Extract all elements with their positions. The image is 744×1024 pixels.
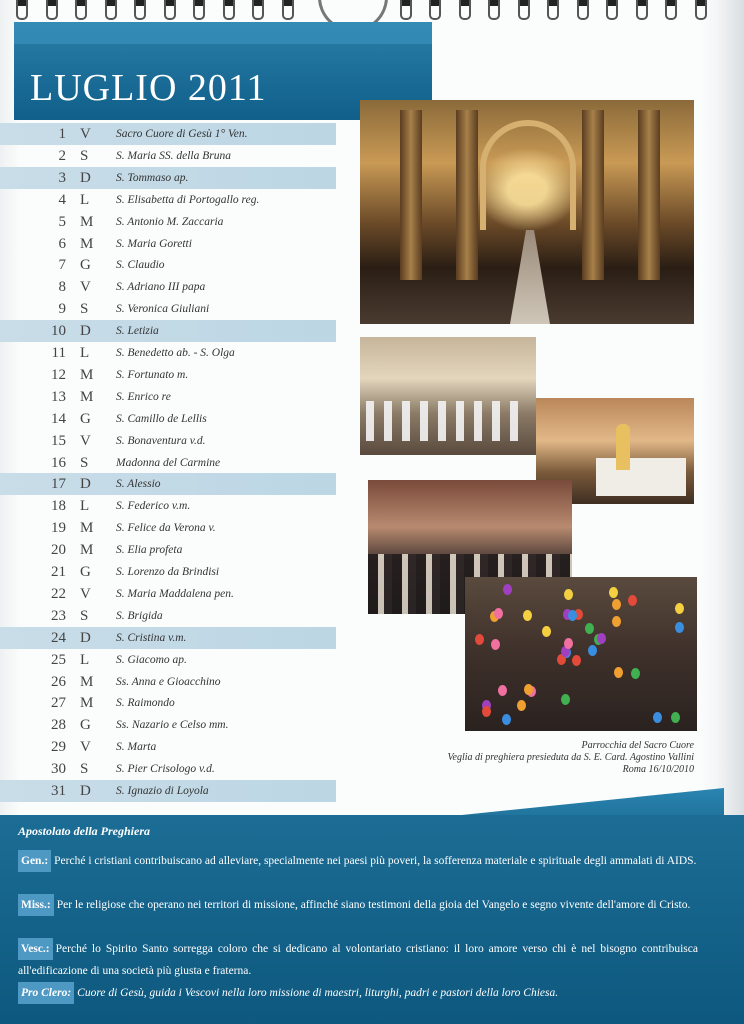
day-row-highlighted (0, 627, 336, 649)
day-saint: S. Maria Goretti (116, 237, 192, 250)
day-row-highlighted (0, 320, 336, 342)
balloon (502, 714, 511, 725)
day-number: 5 (58, 213, 66, 230)
balloon (568, 610, 577, 621)
day-saint: S. Tommaso ap. (116, 171, 189, 184)
day-weekday: D (80, 323, 91, 340)
day-row (0, 452, 336, 474)
day-weekday: G (80, 410, 91, 427)
day-row (0, 517, 336, 539)
day-weekday: V (80, 585, 91, 602)
day-number: 26 (51, 673, 66, 690)
day-row (0, 254, 336, 276)
binding-ring (636, 0, 648, 20)
day-weekday: S (80, 454, 89, 471)
balloon (503, 584, 512, 595)
day-number: 28 (51, 717, 66, 734)
day-weekday: D (80, 629, 91, 646)
balloon (597, 633, 606, 644)
day-row-highlighted (0, 780, 336, 802)
day-weekday: M (80, 235, 94, 252)
day-row (0, 298, 336, 320)
day-row (0, 211, 336, 233)
binding-ring (695, 0, 707, 20)
day-weekday: L (80, 651, 90, 668)
day-weekday: M (80, 695, 94, 712)
day-row (0, 649, 336, 671)
day-number: 31 (51, 783, 66, 799)
day-weekday: L (80, 498, 90, 515)
balloon (542, 626, 551, 637)
day-saint: S. Marta (116, 741, 157, 754)
binding-ring (577, 0, 589, 20)
day-weekday: L (80, 345, 90, 361)
photo-column (582, 110, 604, 280)
balloon (494, 608, 503, 619)
day-weekday: D (80, 169, 91, 186)
day-row (0, 145, 336, 167)
day-saint: S. Brigida (116, 609, 163, 622)
day-saint: S. Letizia (116, 325, 159, 338)
day-number: 10 (51, 323, 66, 340)
intention-vesc-text: Perché lo Spirito Santo sorregga coloro che si dedicano al volontariato cristiano: il loro amore verso chi è nel bisogno contribuisca all'edificazione di una società più giusta e fraterna. (18, 943, 698, 977)
day-weekday: V (80, 126, 91, 142)
day-weekday: M (80, 673, 94, 690)
photo-altar-table (596, 458, 686, 496)
day-number: 24 (51, 629, 66, 646)
day-weekday: G (80, 717, 91, 734)
day-saint: S. Maria SS. della Bruna (116, 149, 231, 162)
day-saint: S. Bonaventura v.d. (116, 434, 206, 447)
binding-ring (518, 0, 530, 20)
day-row (0, 671, 336, 693)
day-number: 12 (51, 366, 66, 383)
binding-ring (252, 0, 264, 20)
day-weekday: M (80, 520, 94, 537)
day-row (0, 561, 336, 583)
balloon (524, 684, 533, 695)
photo-dancers-figures (366, 401, 526, 441)
balloon (517, 700, 526, 711)
day-number: 23 (51, 607, 66, 624)
balloon (475, 634, 484, 645)
day-weekday: D (80, 783, 91, 799)
day-number: 14 (51, 410, 66, 427)
balloon (671, 712, 680, 723)
intention-clero-tag: Pro Clero: (18, 982, 74, 1004)
day-row (0, 386, 336, 408)
balloon (612, 599, 621, 610)
day-saint: S. Giacomo ap. (116, 653, 187, 666)
balloon (588, 645, 597, 656)
day-weekday: S (80, 301, 89, 318)
day-weekday: S (80, 761, 89, 778)
day-saint: Sacro Cuore di Gesù 1° Ven. (116, 128, 248, 140)
balloon (561, 694, 570, 705)
day-number: 6 (58, 235, 66, 252)
day-saint: S. Adriano III papa (116, 281, 206, 294)
day-number: 18 (51, 498, 66, 515)
binding-ring (429, 0, 441, 20)
header-band-highlight (14, 22, 432, 44)
binding-ring (282, 0, 294, 20)
day-number: 1 (58, 126, 66, 142)
day-number: 7 (58, 257, 66, 274)
balloon (675, 603, 684, 614)
day-saint: S. Felice da Verona v. (116, 522, 216, 535)
intention-clero-text: Cuore di Gesù, guida i Vescovi nella loro missione di maestri, liturghi, padri e pastori della loro Chiesa. (77, 987, 559, 999)
binding-ring (134, 0, 146, 20)
balloon (612, 616, 621, 627)
day-number: 27 (51, 695, 66, 712)
day-number: 17 (51, 476, 66, 493)
day-weekday: G (80, 564, 91, 580)
balloon (631, 668, 640, 679)
day-row (0, 189, 336, 211)
binding-ring (105, 0, 117, 20)
day-row (0, 364, 336, 386)
day-number: 29 (51, 739, 66, 756)
day-saint: S. Cristina v.m. (116, 631, 187, 644)
photo-column (400, 110, 422, 280)
day-number: 25 (51, 651, 66, 668)
day-number: 4 (58, 191, 66, 208)
day-saint: S. Veronica Giuliani (116, 303, 210, 316)
day-weekday: S (80, 147, 89, 164)
intention-miss-tag: Miss.: (18, 894, 54, 916)
day-saint: S. Maria Maddalena pen. (116, 587, 234, 600)
binding-ring (665, 0, 677, 20)
balloon (628, 595, 637, 606)
day-saint: S. Lorenzo da Brindisi (116, 566, 220, 578)
balloon (491, 639, 500, 650)
day-weekday: D (80, 476, 91, 493)
day-number: 21 (51, 564, 66, 580)
photo-balloons (465, 577, 697, 731)
day-row (0, 539, 336, 561)
intention-gen-text: Perché i cristiani contribuiscano ad alleviare, specialmente nei paesi più poveri, la sofferenza materiale e spirituale degli ammalati di AIDS. (54, 855, 697, 867)
photo-column (456, 110, 478, 280)
intention-vesc-tag: Vesc.: (18, 938, 53, 960)
day-saint: S. Benedetto ab. - S. Olga (116, 347, 235, 359)
day-weekday: V (80, 279, 91, 296)
balloon (585, 623, 594, 634)
day-saint: Madonna del Carmine (116, 456, 221, 469)
day-saint: S. Pier Crisologo v.d. (116, 763, 215, 776)
day-number: 19 (51, 520, 66, 537)
day-saint: S. Fortunato m. (116, 368, 189, 381)
photo-arch (480, 120, 576, 230)
day-number: 22 (51, 585, 66, 602)
apostolato-title: Apostolato della Preghiera (18, 824, 150, 838)
day-row-highlighted (0, 167, 336, 189)
balloon (609, 587, 618, 598)
balloon (653, 712, 662, 723)
day-number: 2 (58, 147, 66, 164)
caption-line-3: Roma 16/10/2010 (622, 764, 694, 775)
day-weekday: M (80, 366, 94, 383)
day-row (0, 605, 336, 627)
photo-cardinal (616, 424, 630, 470)
day-saint: Ss. Nazario e Celso mm. (116, 719, 229, 732)
photo-column (638, 110, 660, 280)
binding-ring (46, 0, 58, 20)
photo-aisle (510, 230, 550, 324)
day-number: 11 (51, 345, 66, 361)
day-weekday: V (80, 432, 91, 449)
day-number: 30 (51, 761, 66, 778)
day-row (0, 408, 336, 430)
day-saint: S. Enrico re (116, 390, 171, 403)
day-weekday: M (80, 213, 94, 230)
binding-ring (164, 0, 176, 20)
intention-clero (18, 982, 698, 1004)
day-row (0, 342, 336, 364)
photo-dancers (360, 337, 536, 455)
day-row (0, 692, 336, 714)
balloon (564, 589, 573, 600)
day-weekday: M (80, 542, 94, 559)
day-saint: S. Alessio (116, 478, 161, 491)
binding-ring (459, 0, 471, 20)
binding-ring (75, 0, 87, 20)
day-saint: S. Elisabetta di Portogallo reg. (116, 193, 260, 206)
day-number: 8 (58, 279, 66, 296)
binding-ring (16, 0, 28, 20)
day-saint: S. Camillo de Lellis (116, 412, 207, 425)
day-row (0, 736, 336, 758)
day-weekday: M (80, 388, 94, 405)
binding-ring (547, 0, 559, 20)
photo-basilica-interior (360, 100, 694, 324)
balloon (572, 655, 581, 666)
binding-ring (606, 0, 618, 20)
day-row (0, 276, 336, 298)
balloon (564, 638, 573, 649)
binding-ring (223, 0, 235, 20)
day-number: 15 (51, 432, 66, 449)
day-weekday: S (80, 607, 89, 624)
binding-ring (488, 0, 500, 20)
day-number: 9 (58, 301, 66, 318)
day-saint: Ss. Anna e Gioacchino (116, 675, 221, 688)
day-saint: S. Federico v.m. (116, 500, 191, 513)
day-row-highlighted (0, 473, 336, 495)
day-saint: S. Raimondo (116, 697, 175, 710)
intention-miss (18, 894, 698, 916)
caption-line-1: Parrocchia del Sacro Cuore (581, 740, 694, 751)
day-row (0, 495, 336, 517)
day-weekday: V (80, 739, 91, 756)
day-row (0, 233, 336, 255)
day-saint: S. Elia profeta (116, 544, 183, 557)
day-number: 16 (51, 454, 66, 471)
day-weekday: G (80, 257, 91, 274)
intention-gen-tag: Gen.: (18, 850, 51, 872)
day-row (0, 758, 336, 780)
intention-gen (18, 850, 698, 872)
intention-miss-text: Per le religiose che operano nei territori di missione, affinché siano testimoni della gioia del Vangelo e segno vivente dell'amore di Cristo. (56, 899, 691, 911)
binding-ring (400, 0, 412, 20)
day-number: 20 (51, 542, 66, 559)
day-row (0, 583, 336, 605)
day-saint: S. Ignazio di Loyola (116, 785, 209, 797)
month-title: LUGLIO 2011 (30, 67, 267, 109)
day-number: 13 (51, 388, 66, 405)
binding-ring (193, 0, 205, 20)
day-row (0, 430, 336, 452)
intention-vesc (18, 938, 698, 982)
balloon (523, 610, 532, 621)
day-saint: S. Antonio M. Zaccaria (116, 215, 224, 228)
day-saint: S. Claudio (116, 259, 165, 272)
caption-line-2: Veglia di preghiera presieduta da S. E. Card. Agostino Vallini (447, 752, 694, 763)
day-row (0, 714, 336, 736)
day-row-highlighted (0, 123, 336, 145)
balloon (482, 706, 491, 717)
day-weekday: L (80, 191, 90, 208)
balloon (614, 667, 623, 678)
balloon (498, 685, 507, 696)
balloon (675, 622, 684, 633)
photo-caption (448, 740, 694, 776)
day-number: 3 (58, 169, 66, 186)
